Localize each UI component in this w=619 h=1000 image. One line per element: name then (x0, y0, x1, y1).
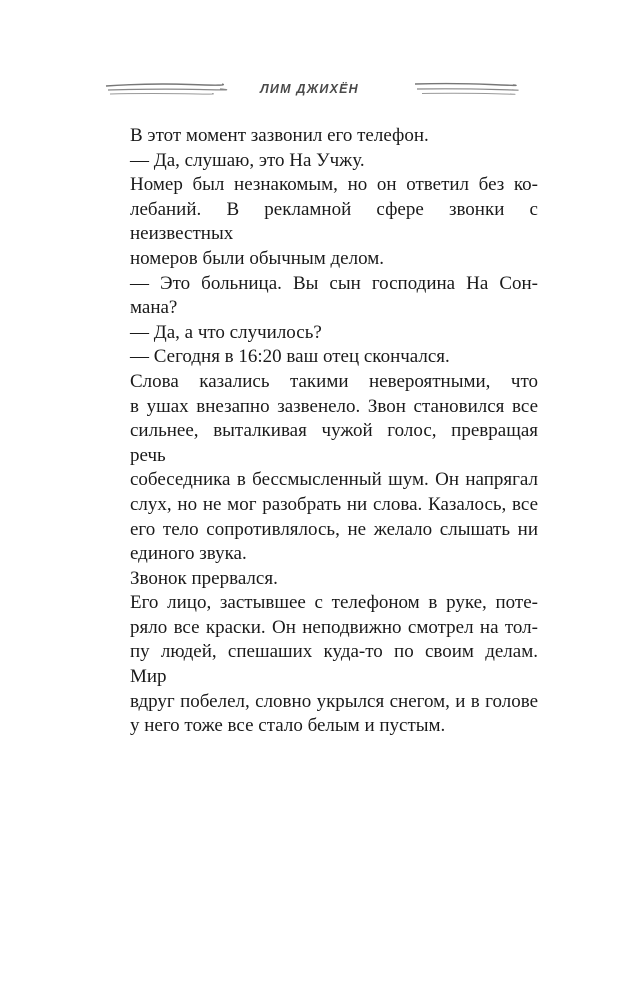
text-line: ряло все краски. Он неподвижно смотрел на тол- (130, 616, 538, 638)
text-line: его тело сопротивлялось, не желало слышать ни (130, 518, 538, 540)
text-line: лебаний. В рекламной сфере звонки с неизвестных (130, 198, 538, 245)
text-line: Номер был незнакомым, но он ответил без ко- (130, 174, 538, 196)
text-line: у него тоже все стало белым и пустым. (130, 715, 446, 737)
text-line: мана? (130, 297, 178, 319)
text-line: вдруг побелел, словно укрылся снегом, и в голове (130, 690, 538, 712)
text-line: номеров были обычным делом. (130, 247, 385, 269)
text-line: сильнее, выталкивая чужой голос, превращая речь (130, 420, 538, 466)
text-line: в ушах внезапно зазвенело. Звон становился все (130, 395, 538, 417)
running-title: ЛИМ ДЖИХЁН (260, 82, 359, 96)
text-line: В этот момент зазвонил его телефон. (130, 125, 429, 146)
text-line: — Это больница. Вы сын господина На Сон- (130, 272, 538, 294)
body-text (130, 124, 538, 739)
text-line: пу людей, спешаших куда-то по своим делам. Мир (130, 641, 538, 688)
text-line: — Да, а что случилось? (130, 321, 322, 343)
text-line: собеседника в бессмысленный шум. Он напрягал (130, 469, 538, 491)
text-line: Звонок прервался. (130, 567, 278, 589)
text-line: — Да, слушаю, это На Учжу. (130, 149, 365, 171)
text-line: Его лицо, застывшее с телефоном в руке, поте- (130, 592, 538, 614)
running-header (0, 72, 619, 108)
text-line: Слова казались такими невероятными, что (130, 370, 538, 392)
text-line: — Сегодня в 16:20 ваш отец скончался. (130, 346, 450, 368)
text-line: слух, но не мог разобрать ни слова. Казалось, все (130, 493, 538, 515)
text-line: единого звука. (130, 543, 247, 565)
